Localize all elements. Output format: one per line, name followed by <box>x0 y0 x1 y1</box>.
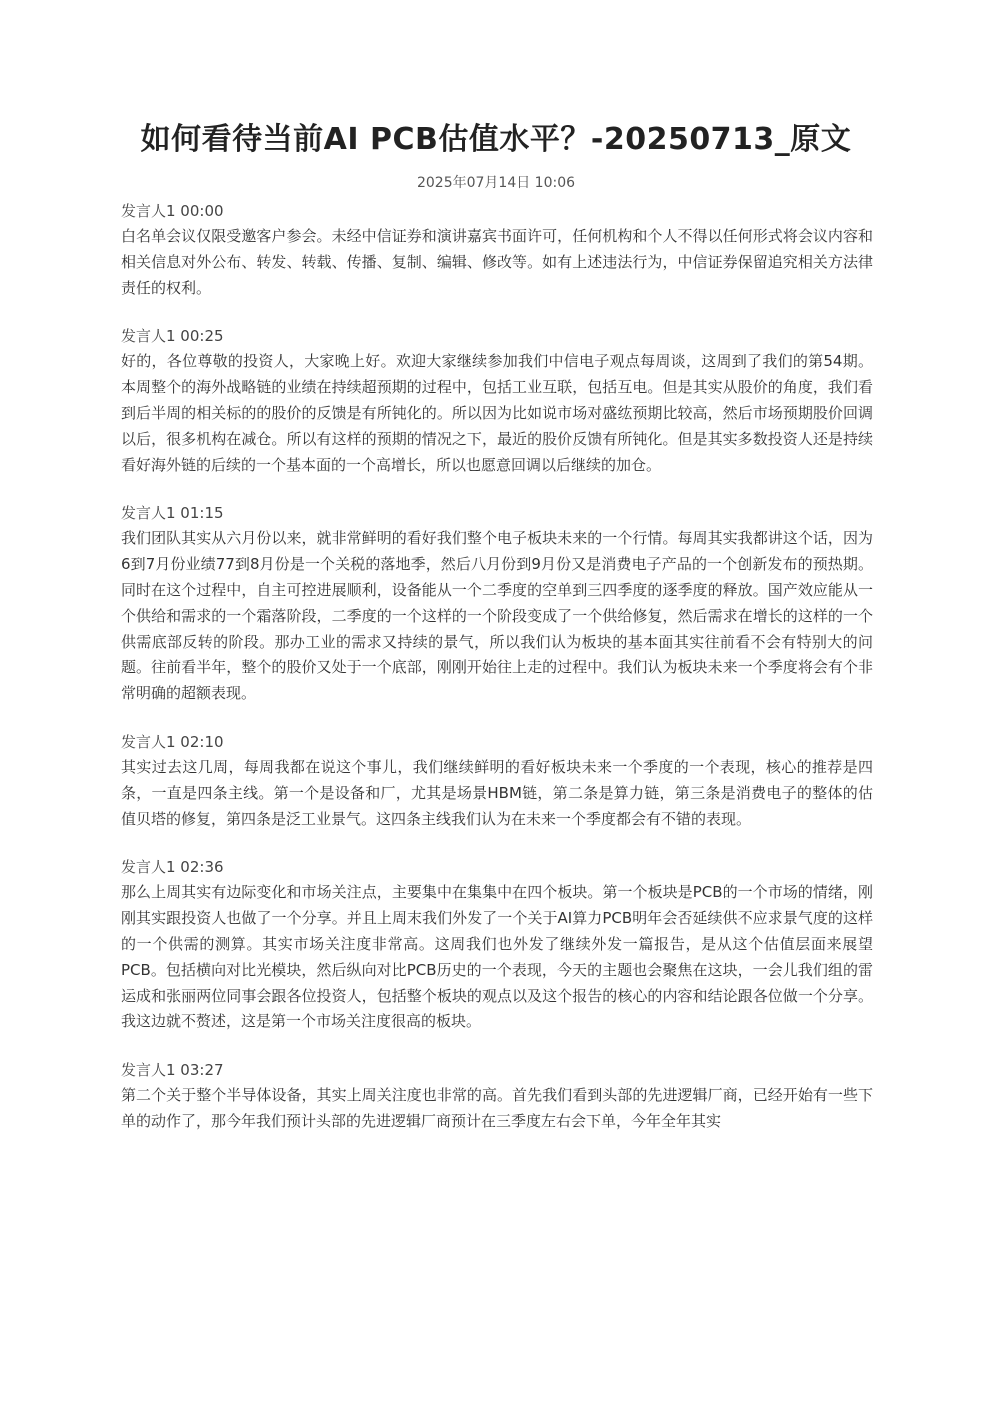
speaker-timestamp: 发言人1 03:27 <box>121 1061 224 1080</box>
transcript-body <box>121 198 873 1157</box>
transcript-paragraph: 那么上周其实有边际变化和市场关注点，主要集中在集集中在四个板块。第一个板块是PCB的一个市场的情绪，刚刚其实跟投资人也做了一个分享。并且上周末我们外发了一个关于AI算力PCB明年会否延续供不应求景气度的这样的一个供需的测算。其实市场关注度非常高。这周我们也外发了继续外发一篇报告，是从这个估值层面来展望PCB。包括横向对比光模块，然后纵向对比PCB历史的一个表现，今天的主题也会聚焦在这块，一会儿我们组的雷运成和张丽两位同事会跟各位投资人，包括整个板块的观点以及这个报告的核心的内容和结论跟各位做一个分享。我这边就不赘述，这是第一个市场关注度很高的板块。 <box>121 883 873 1031</box>
page-title: 如何看待当前AI PCB估值水平？-20250713_原文 <box>140 122 852 157</box>
transcript-paragraph: 好的，各位尊敬的投资人，大家晚上好。欢迎大家继续参加我们中信电子观点每周谈，这周到了我们的第54期。本周整个的海外战略链的业绩在持续超预期的过程中，包括工业互联，包括互电。但是其实从股价的角度，我们看到后半周的相关标的的股价的反馈是有所钝化的。所以因为比如说市场对盛纮预期比较高，然后市场预期股价回调以后，很多机构在减仓。所以有这样的预期的情况之下，最近的股价反馈有所钝化。但是其实多数投资人还是持续看好海外链的后续的一个基本面的一个高增长，所以也愿意回调以后继续的加仓。 <box>121 352 873 474</box>
transcript-section <box>121 500 873 707</box>
speaker-timestamp: 发言人1 01:15 <box>121 504 224 523</box>
transcript-paragraph: 我们团队其实从六月份以来，就非常鲜明的看好我们整个电子板块未来的一个行情。每周其实我都讲这个话，因为6到7月份业绩77到8月份是一个关税的落地季，然后八月份到9月份又是消费电子产品的一个创新发布的预热期。同时在这个过程中，自主可控进展顺利，设备能从一个二季度的空单到三四季度的逐季度的释放。国产效应能从一个供给和需求的一个霜落阶段，二季度的一个这样的一个阶段变成了一个供给修复，然后需求在增长的这样的一个供需底部反转的阶段。那办工业的需求又持续的景气，所以我们认为板块的基本面其实往前看不会有特别大的问题。往前看半年，整个的股价又处于一个底部，刚刚开始往上走的过程中。我们认为板块未来一个季度将会有个非常明确的超额表现。 <box>121 529 873 703</box>
speaker-timestamp: 发言人1 00:25 <box>121 327 224 346</box>
transcript-paragraph: 白名单会议仅限受邀客户参会。未经中信证券和演讲嘉宾书面许可，任何机构和个人不得以任何形式将会议内容和相关信息对外公布、转发、转载、传播、复制、编辑、修改等。如有上述违法行为，中信证券保留追究相关方法律责任的权利。 <box>121 227 873 297</box>
speaker-timestamp: 发言人1 02:10 <box>121 732 224 751</box>
transcript-section <box>121 198 873 301</box>
speaker-timestamp: 发言人1 00:00 <box>121 202 224 220</box>
transcript-section <box>121 323 873 478</box>
transcript-section <box>121 729 873 832</box>
speaker-timestamp: 发言人1 02:36 <box>121 858 224 877</box>
document-date: 2025年07月14日 10:06 <box>416 175 576 191</box>
transcript-paragraph: 其实过去这几周，每周我都在说这个事儿，我们继续鲜明的看好板块未来一个季度的一个表现，核心的推荐是四条，一直是四条主线。第一个是设备和厂，尤其是场景HBM链，第二条是算力链，第三条是消费电子的整体的估值贝塔的修复，第四条是泛工业景气。这四条主线我们认为在未来一个季度都会有不错的表现。 <box>121 757 873 828</box>
transcript-section <box>121 1057 873 1135</box>
transcript-section <box>121 854 873 1035</box>
transcript-paragraph: 第二个关于整个半导体设备，其实上周关注度也非常的高。首先我们看到头部的先进逻辑厂商，已经开始有一些下单的动作了，那今年我们预计头部的先进逻辑厂商预计在三季度左右会下单，今年全年其实 <box>121 1086 873 1130</box>
